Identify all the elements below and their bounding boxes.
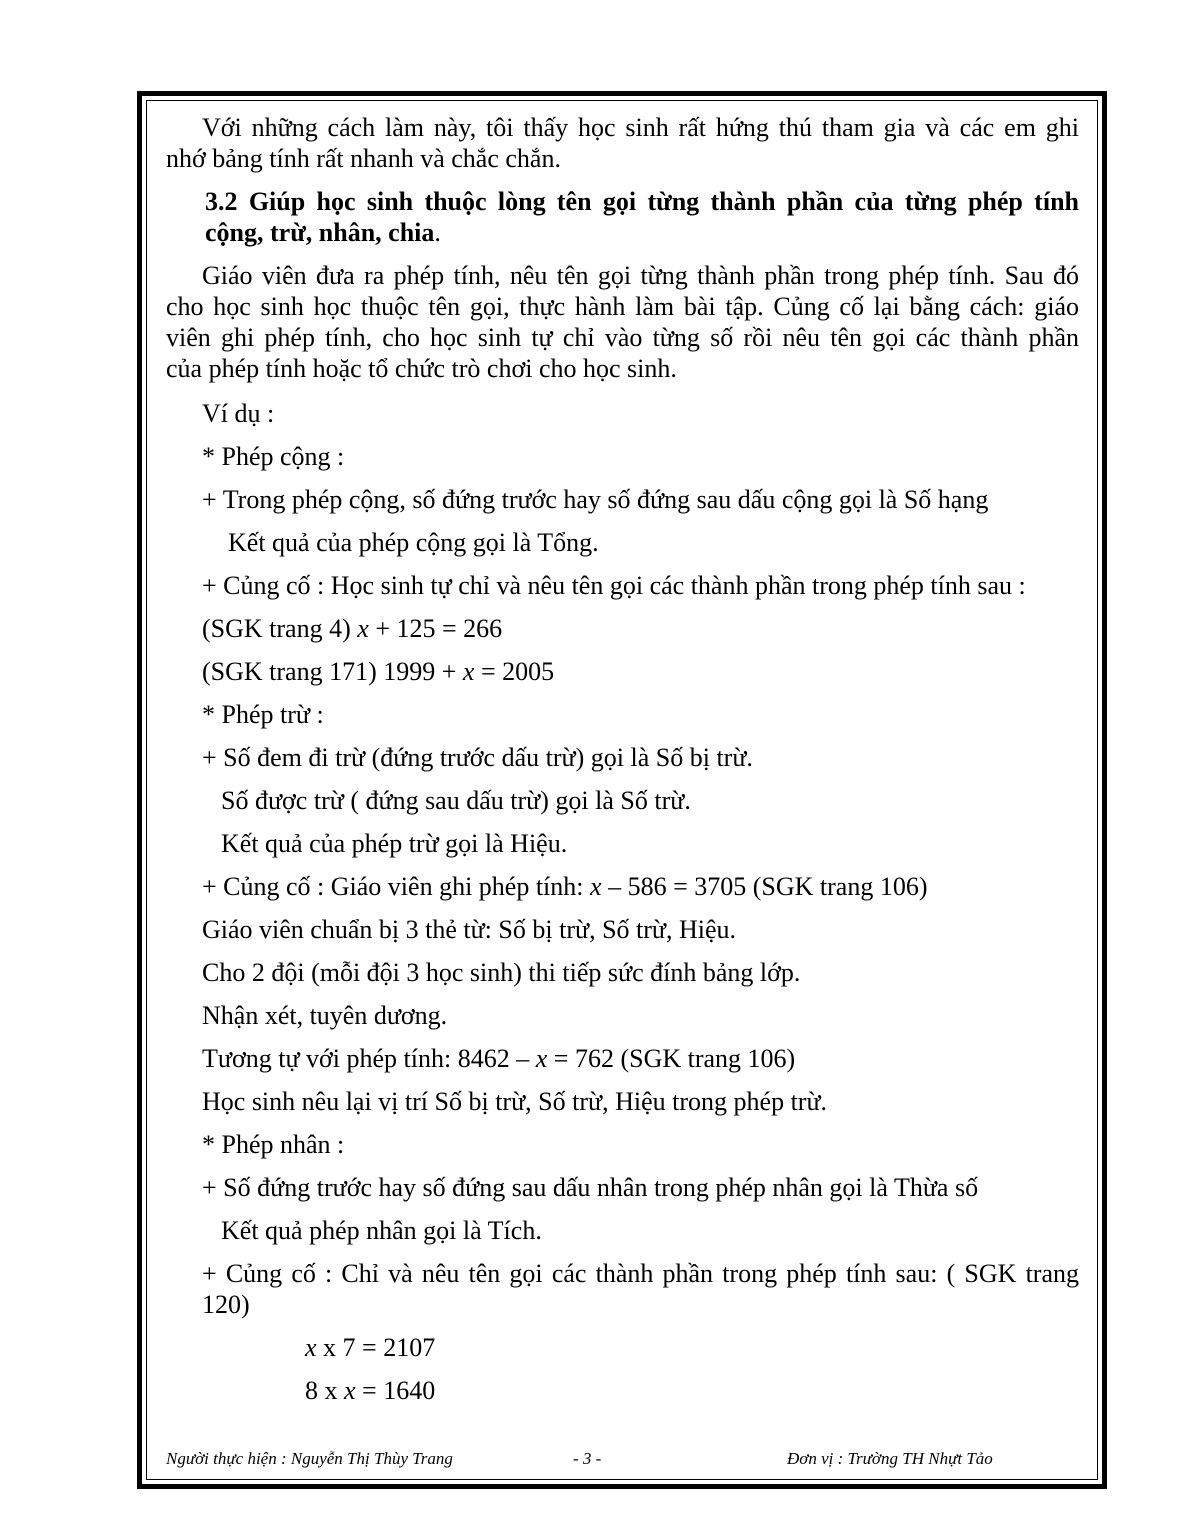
subtraction-practice-rest: – 586 = 3705 (SGK trang 106) xyxy=(601,872,928,901)
intro-line-1: Với những cách làm này, tôi thấy học sinh rất hứng thú tham gia và các em ghi xyxy=(202,113,1079,142)
multiplication-equation-2-prefix: 8 x xyxy=(305,1376,344,1405)
subtraction-teams: Cho 2 đội (mỗi đội 3 học sinh) thi tiếp sức đính bảng lớp. xyxy=(202,958,801,987)
multiplication-rule-2: Kết quả phép nhân gọi là Tích. xyxy=(221,1216,542,1245)
subtraction-rule-2: Số được trừ ( đứng sau dấu trừ) gọi là Số trừ. xyxy=(221,786,691,815)
paragraph-line-1: Giáo viên đưa ra phép tính, nêu tên gọi từng thành phần trong phép tính. Sau đó xyxy=(202,261,1079,290)
subtraction-similar-variable: x xyxy=(535,1044,548,1073)
multiplication-equation-1-rest: x 7 = 2107 xyxy=(316,1333,436,1362)
section-heading-period: . xyxy=(434,218,441,247)
intro-line-2: nhớ bảng tính rất nhanh và chắc chắn. xyxy=(166,144,561,173)
subtraction-similar-prefix: Tương tự với phép tính: 8462 – xyxy=(202,1044,536,1073)
section-heading-text: cộng, trừ, nhân, chia xyxy=(205,218,435,247)
addition-rule-2: Kết quả của phép cộng gọi là Tổng. xyxy=(228,528,599,557)
addition-example-2-rest: = 2005 xyxy=(474,657,555,686)
addition-example-1 xyxy=(202,613,502,644)
multiplication-practice-line-1: + Củng cố : Chỉ và nêu tên gọi các thành phần trong phép tính sau: ( SGK trang xyxy=(202,1259,1079,1288)
addition-title: * Phép cộng : xyxy=(202,442,345,471)
section-heading-line-1: 3.2 Giúp học sinh thuộc lòng tên gọi từng thành phần của từng phép tính xyxy=(205,187,1079,216)
subtraction-rule-3: Kết quả của phép trừ gọi là Hiệu. xyxy=(221,829,568,858)
subtraction-title: * Phép trừ : xyxy=(202,700,324,729)
example-label: Ví dụ : xyxy=(202,399,275,428)
multiplication-practice-line-2: 120) xyxy=(202,1290,250,1319)
subtraction-practice-prefix: + Củng cố : Giáo viên ghi phép tính: xyxy=(202,872,591,901)
addition-example-1-variable: x xyxy=(357,614,369,643)
paragraph-line-4: của phép tính hoặc tổ chức trò chơi cho học sinh. xyxy=(166,354,677,383)
subtraction-praise: Nhận xét, tuyên dương. xyxy=(202,1001,448,1030)
addition-example-1-rest: + 125 = 266 xyxy=(368,614,503,643)
multiplication-title: * Phép nhân : xyxy=(202,1130,345,1159)
multiplication-equation-1 xyxy=(305,1332,435,1363)
addition-example-1-prefix: (SGK trang 4) xyxy=(202,614,358,643)
footer-page-number: - 3 - xyxy=(573,1449,602,1468)
footer-author: Người thực hiện : Nguyễn Thị Thùy Trang xyxy=(166,1449,453,1468)
addition-example-2 xyxy=(202,656,554,687)
addition-practice: + Củng cố : Học sinh tự chỉ và nêu tên gọi các thành phần trong phép tính sau : xyxy=(202,571,1026,600)
subtraction-similar-rest: = 762 (SGK trang 106) xyxy=(547,1044,796,1073)
paragraph-line-2: cho học sinh học thuộc tên gọi, thực hành làm bài tập. Củng cố lại bằng cách: giáo xyxy=(166,292,1079,321)
subtraction-cards: Giáo viên chuẩn bị 3 thẻ từ: Số bị trừ, Số trừ, Hiệu. xyxy=(202,915,737,944)
multiplication-rule-1: + Số đứng trước hay số đứng sau dấu nhân trong phép nhân gọi là Thừa số xyxy=(202,1173,979,1202)
addition-rule-1: + Trong phép cộng, số đứng trước hay số đứng sau dấu cộng gọi là Số hạng xyxy=(202,485,989,514)
subtraction-recall: Học sinh nêu lại vị trí Số bị trừ, Số trừ, Hiệu trong phép trừ. xyxy=(202,1087,828,1116)
subtraction-practice-variable: x xyxy=(590,872,602,901)
subtraction-similar xyxy=(202,1043,795,1074)
paragraph-line-3: viên ghi phép tính, cho học sinh tự chỉ vào từng số rồi nêu tên gọi các thành phần xyxy=(166,323,1079,352)
subtraction-practice xyxy=(202,871,927,902)
footer-unit: Đơn vị : Trường TH Nhựt Tảo xyxy=(787,1449,993,1468)
addition-example-2-variable: x xyxy=(462,657,475,686)
addition-example-2-prefix: (SGK trang 171) 1999 + xyxy=(202,657,463,686)
multiplication-equation-2 xyxy=(305,1375,435,1406)
multiplication-equation-2-rest: = 1640 xyxy=(355,1376,436,1405)
multiplication-equation-2-variable: x xyxy=(344,1376,356,1405)
multiplication-equation-1-variable: x xyxy=(305,1333,317,1362)
subtraction-rule-1: + Số đem đi trừ (đứng trước dấu trừ) gọi là Số bị trừ. xyxy=(202,743,753,772)
section-heading-line-2 xyxy=(205,217,441,248)
